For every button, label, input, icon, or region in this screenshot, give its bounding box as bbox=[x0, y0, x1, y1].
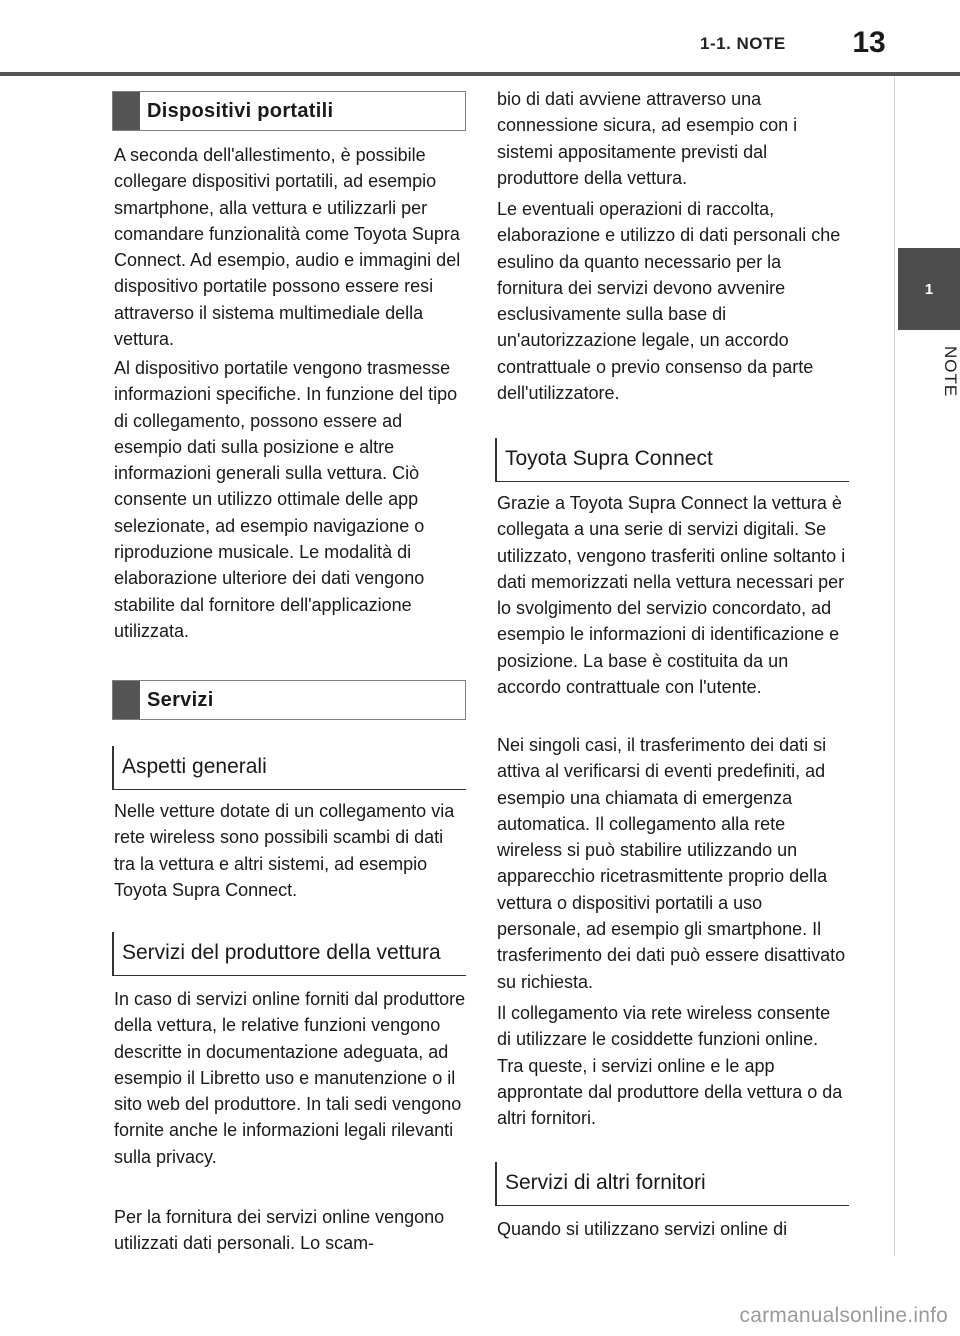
heading-servizi bbox=[112, 680, 466, 720]
page-number: 13 bbox=[852, 26, 886, 59]
heading-bar bbox=[113, 92, 140, 130]
section-title: 1-1. NOTE bbox=[700, 34, 786, 53]
paragraph: Al dispositivo portatile vengono trasmesse informazioni specifiche. In funzione del tipo di collegamento, possono essere ad esempio dati sulla posizione e altre informazioni generali sulla vettura. Ciò consente un utilizzo ottimale delle app selezionate, ad esempio navigazione o riproduzione musicale. Le modalità di elaborazione ulteriore dei dati vengono stabilite dal fornitore dell'applicazione utilizzata. bbox=[114, 358, 458, 641]
heading-text: Servizi bbox=[147, 688, 214, 711]
paragraph: In caso di servizi online forniti dal produttore della vettura, le relative funzioni vengono descritte in documentazione adeguata, ad esempio il Libretto uso e manutenzione o il sito web del produttore. In tali sedi vengono fornite anche le informazioni legali rilevanti sulla privacy. bbox=[114, 989, 466, 1167]
subheading-servizi-altri-fornitori: Servizi di altri fornitori bbox=[495, 1162, 849, 1206]
subheading-toyota-supra-connect: Toyota Supra Connect bbox=[495, 438, 849, 482]
paragraph: Nei singoli casi, il trasferimento dei dati si attiva al verificarsi di eventi predefiniti, ad esempio una chiamata di emergenza automatica. Il collegamento alla rete wireless si può stabilire utilizzando un apparecchio ricetrasmittente proprio della vettura o dispositivi portatili a uso personale, ad esempio gli smartphone. Il trasferimento dei dati può essere disattivato su richiesta. bbox=[497, 735, 846, 992]
paragraph: Il collegamento via rete wireless consente di utilizzare le cosiddette funzioni online. Tra queste, i servizi online e le app approntate dal produttore della vettura o da altri fornitori. bbox=[497, 1003, 843, 1129]
watermark: carmanualsonline.info bbox=[739, 1304, 948, 1327]
subheading-aspetti-generali: Aspetti generali bbox=[112, 746, 466, 790]
header-divider bbox=[0, 72, 960, 76]
side-divider bbox=[894, 76, 895, 1256]
heading-bar bbox=[113, 681, 140, 719]
heading-text: Dispositivi portatili bbox=[147, 99, 334, 122]
heading-dispositivi-portatili bbox=[112, 91, 466, 131]
paragraph: Nelle vetture dotate di un collegamento via rete wireless sono possibili scambi di dati tra la vettura e altri sistemi, ad esempio Toyota Supra Connect. bbox=[114, 801, 455, 900]
subheading-servizi-produttore: Servizi del produttore della vettura bbox=[112, 932, 466, 976]
chapter-label: NOTE bbox=[941, 346, 960, 398]
chapter-tab[interactable]: 1 bbox=[898, 248, 960, 330]
paragraph: Per la fornitura dei servizi online vengono utilizzati dati personali. Lo scam- bbox=[114, 1207, 445, 1254]
paragraph: Le eventuali operazioni di raccolta, elaborazione e utilizzo di dati personali che esulino da quanto necessario per la fornitura dei servizi devono avvenire esclusivamente sulla base di un'autorizzazione legale, un accordo contrattuale o previo consenso da parte dell'utilizzatore. bbox=[497, 199, 841, 404]
paragraph: Grazie a Toyota Supra Connect la vettura è collegata a una serie di servizi digitali. Se utilizzato, vengono trasferiti online soltanto i dati memorizzati nella vettura necessari per lo svolgimento del servizio concordato, ad esempio le informazioni di identificazione e posizione. La base è costituita da un accordo contrattuale con l'utente. bbox=[497, 493, 846, 698]
paragraph: Quando si utilizzano servizi online di bbox=[497, 1219, 788, 1239]
paragraph: bio di dati avviene attraverso una connessione sicura, ad esempio con i sistemi appositamente previsti dal produttore della vettura. bbox=[497, 89, 798, 188]
paragraph: A seconda dell'allestimento, è possibile collegare dispositivi portatili, ad esempio smartphone, alla vettura e utilizzarli per comandare funzionalità come Toyota Supra Connect. Ad esempio, audio e immagini del dispositivo portatile possono essere resi attraverso il sistema multimediale della vettura. bbox=[114, 145, 461, 350]
